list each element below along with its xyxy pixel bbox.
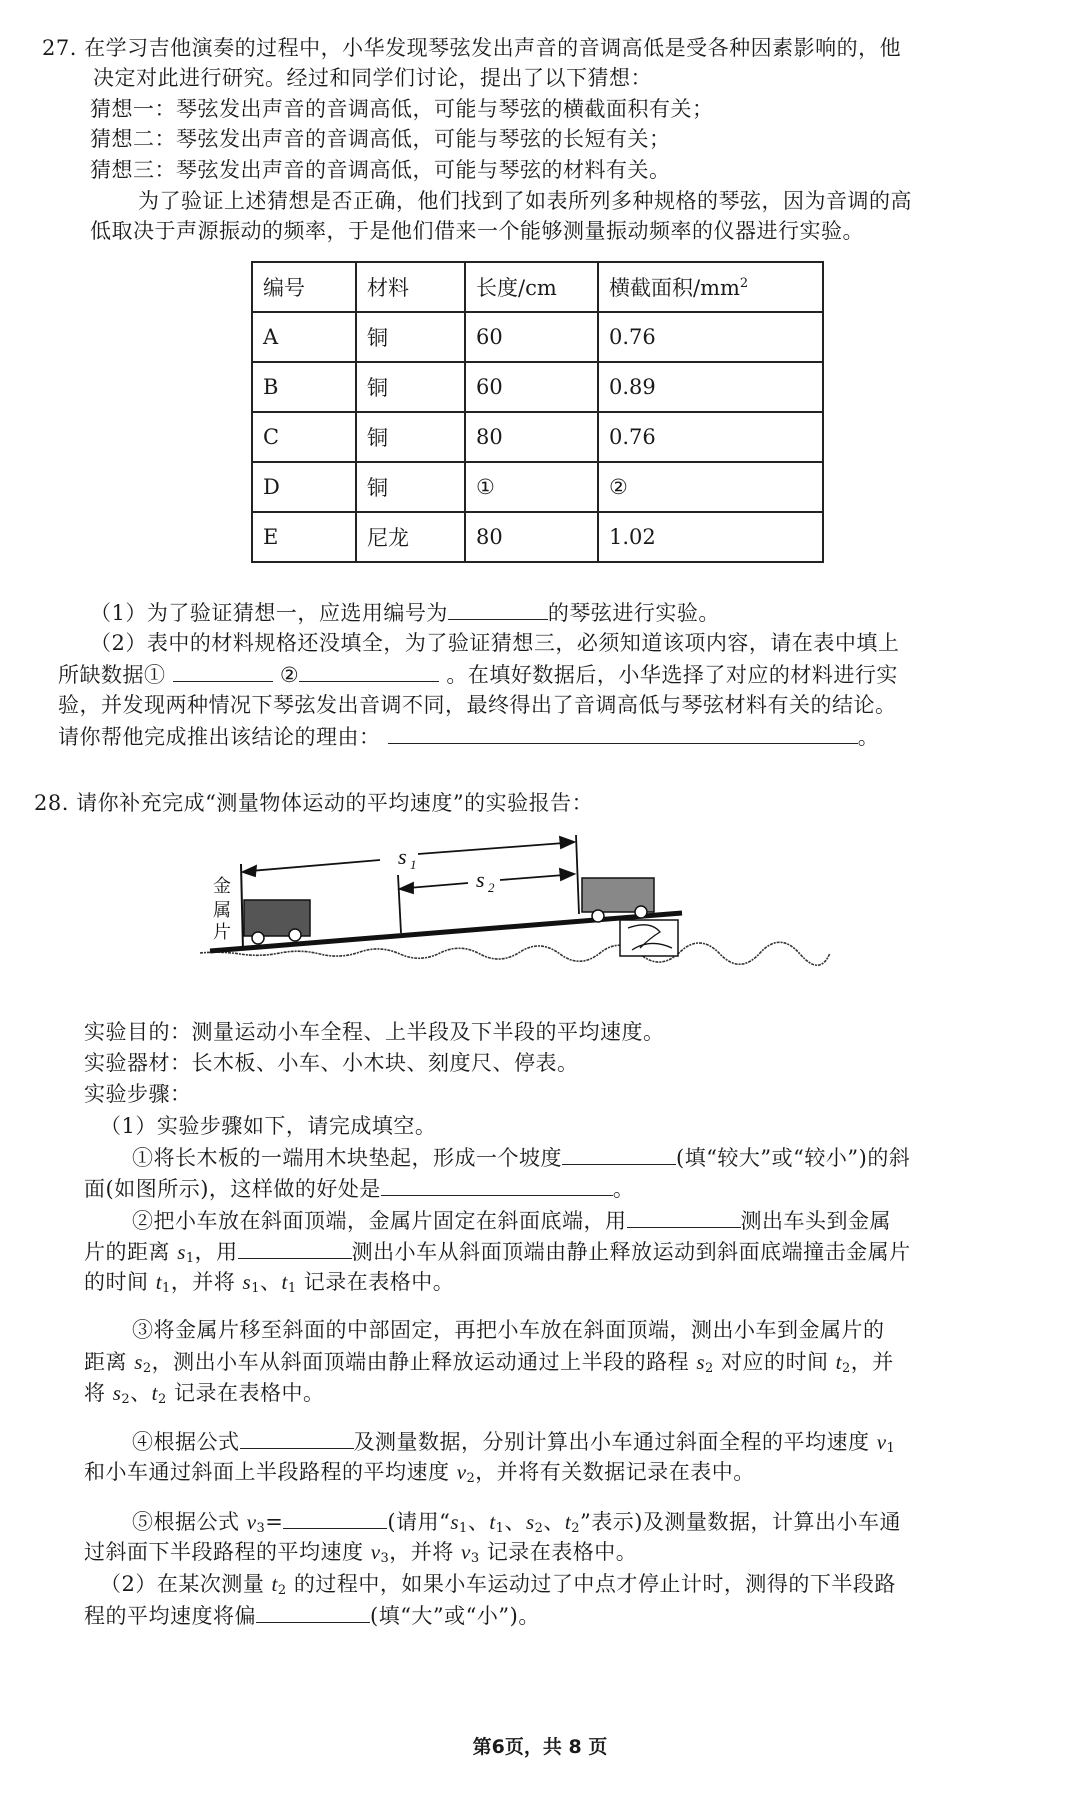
s1-label [398, 844, 417, 872]
q27-sub2-line4: 请你帮他完成推出该结论的理由： 。 [58, 721, 879, 752]
q28-title: 28. 请你补充完成“测量物体运动的平均速度”的实验报告： [34, 791, 594, 815]
s2-arrow [400, 869, 574, 893]
cell-length: 80 [465, 412, 598, 462]
step-3-line1: ③将金属片移至斜面的中部固定，再把小车放在斜面顶端，测出小车到金属片的 [132, 1318, 885, 1342]
answer-blank[interactable] [627, 1205, 741, 1228]
cell-id: B [252, 362, 356, 412]
header-material: 材料 [356, 262, 465, 312]
step-2-line1: ②把小车放在斜面顶端，金属片固定在斜面底端，用 测出车头到金属 [132, 1205, 891, 1236]
svg-text:属: 属 [213, 900, 231, 921]
cart-bottom [244, 900, 310, 944]
header-length: 长度/cm [465, 262, 598, 312]
cell-material: 尼龙 [356, 512, 465, 562]
step-2-line3: 的时间 $t_1$，并将 $s_1$、$t_1$ 记录在表格中。 [84, 1270, 455, 1296]
metal-piece-line [241, 864, 243, 950]
table-row [252, 412, 823, 462]
page-footer: 第6页，共 8 页 [472, 1736, 608, 1758]
experiment-purpose: 实验目的：测量运动小车全程、上半段及下半段的平均速度。 [84, 1020, 665, 1044]
q27-paragraph-line2: 低取决于声源振动的频率，于是他们借来一个能够测量振动频率的仪器进行实验。 [90, 219, 864, 243]
cell-material: 铜 [356, 362, 465, 412]
q27-sub2-line1: （2）表中的材料规格还没填全，为了验证猜想三，必须知道该项内容，请在表中填上 [90, 631, 900, 655]
cell-id: E [252, 512, 356, 562]
s1-arrow [243, 837, 574, 876]
answer-blank[interactable] [240, 1426, 354, 1449]
svg-text:s: s [398, 844, 407, 869]
answer-blank[interactable] [283, 1506, 387, 1529]
answer-blank[interactable] [256, 1600, 370, 1623]
cell-material: 铜 [356, 312, 465, 362]
experiment-materials: 实验器材：长木板、小车、小木块、刻度尺、停表。 [84, 1051, 579, 1075]
header-area-exponent: 2 [739, 276, 749, 291]
cell-area: 1.02 [598, 512, 823, 562]
cell-id: D [252, 462, 356, 512]
q27-hypothesis-1: 猜想一：琴弦发出声音的音调高低，可能与琴弦的横截面积有关； [90, 97, 714, 121]
step-4-line2: 和小车通过斜面上半段路程的平均速度 $v_2$，并将有关数据记录在表中。 [84, 1460, 755, 1486]
answer-blank[interactable] [381, 1173, 613, 1196]
table-row [252, 462, 823, 512]
cell-length-blank[interactable]: ① [465, 462, 598, 512]
cell-id: C [252, 412, 356, 462]
step-3-line3: 将 $s_2$、$t_2$ 记录在表格中。 [84, 1381, 325, 1407]
s2-label [476, 867, 495, 895]
step-1-line1: ①将长木板的一端用木块垫起，形成一个坡度 (填“较大”或“较小”)的斜 [132, 1142, 910, 1173]
table-row [252, 312, 823, 362]
cell-length: 80 [465, 512, 598, 562]
step-1-line2: 面(如图所示)，这样做的好处是 。 [84, 1173, 634, 1204]
cell-area: 0.76 [598, 312, 823, 362]
svg-text:金: 金 [213, 876, 231, 897]
answer-blank[interactable] [299, 659, 439, 682]
q27-number: 27. [42, 36, 77, 60]
cell-area: 0.89 [598, 362, 823, 412]
answer-blank[interactable] [238, 1236, 352, 1259]
q27-hypothesis-3: 猜想三：琴弦发出声音的音调高低，可能与琴弦的材料有关。 [90, 158, 671, 182]
q28-sub2-line1: （2）在某次测量 $t_2$ 的过程中，如果小车运动过了中点才停止计时，测得的下半段路 [100, 1572, 896, 1598]
step-3-line2: 距离 $s_2$，测出小车从斜面顶端由静止释放运动通过上半段的路程 $s_2$ 对应的时间 $t_2$，并 [84, 1350, 894, 1376]
header-area: 横截面积$/mm^2$ [598, 262, 823, 312]
svg-text:s: s [476, 867, 485, 892]
q27-intro-line1: 27. 在学习吉他演奏的过程中，小华发现琴弦发出声音的音调高低是受各种因素影响的，他 [42, 36, 902, 60]
q27-sub2-line2: 所缺数据① ② 。在填好数据后，小华选择了对应的材料进行实 [58, 659, 898, 690]
cell-material: 铜 [356, 462, 465, 512]
cell-area: 0.76 [598, 412, 823, 462]
answer-blank[interactable] [173, 659, 273, 682]
cell-area-blank[interactable]: ② [598, 462, 823, 512]
q27-paragraph-line1: 为了验证上述猜想是否正确，他们找到了如表所列多种规格的琴弦，因为音调的高 [138, 189, 912, 213]
svg-text:1: 1 [410, 857, 417, 872]
q28-number: 28. [34, 791, 69, 815]
q27-intro-line2: 决定对此进行研究。经过和同学们讨论，提出了以下猜想： [93, 66, 652, 90]
cart-top [582, 878, 654, 922]
table-row [252, 512, 823, 562]
step-4-line1: ④根据公式 及测量数据，分别计算出小车通过斜面全程的平均速度 $v_1$ [132, 1426, 895, 1464]
cell-length: 60 [465, 362, 598, 412]
cell-length: 60 [465, 312, 598, 362]
mid-marker-line [398, 875, 401, 933]
step-2-line2: 片的距离 $s_1$，用 测出小车从斜面顶端由静止释放运动到斜面底端撞击金属片 [84, 1236, 911, 1274]
header-id: 编号 [252, 262, 356, 312]
q27-sub1: （1）为了验证猜想一，应选用编号为 的琴弦进行实验。 [90, 597, 720, 628]
answer-blank[interactable] [448, 597, 548, 620]
table-row [252, 362, 823, 412]
cell-id: A [252, 312, 356, 362]
top-marker-line [576, 835, 579, 914]
step-5-line2: 过斜面下半段路程的平均速度 $v_3$，并将 $v_3$ 记录在表格中。 [84, 1540, 638, 1566]
cell-material: 铜 [356, 412, 465, 462]
svg-text:片: 片 [213, 922, 231, 943]
metal-piece-label [213, 876, 231, 943]
answer-blank[interactable] [388, 721, 858, 744]
q28-sub2-line2: 程的平均速度将偏 (填“大”或“小”)。 [84, 1600, 540, 1631]
step1-intro: （1）实验步骤如下，请完成填空。 [100, 1114, 437, 1138]
steps-title: 实验步骤： [84, 1082, 192, 1106]
table-header-row [252, 262, 823, 312]
string-spec-table [251, 261, 824, 563]
q27-hypothesis-2: 猜想二：琴弦发出声音的音调高低，可能与琴弦的长短有关； [90, 127, 671, 151]
svg-text:2: 2 [488, 880, 495, 895]
answer-blank[interactable] [562, 1142, 676, 1165]
incline-figure [180, 820, 860, 980]
step-5-line1: ⑤根据公式 $v_3=$ (请用“$s_1$、$t_1$、$s_2$、$t_2$”表示)及测量数据，计算出小车通 [132, 1506, 901, 1544]
q27-sub2-line3: 验，并发现两种情况下琴弦发出音调不同，最终得出了音调高低与琴弦材料有关的结论。 [58, 693, 897, 717]
